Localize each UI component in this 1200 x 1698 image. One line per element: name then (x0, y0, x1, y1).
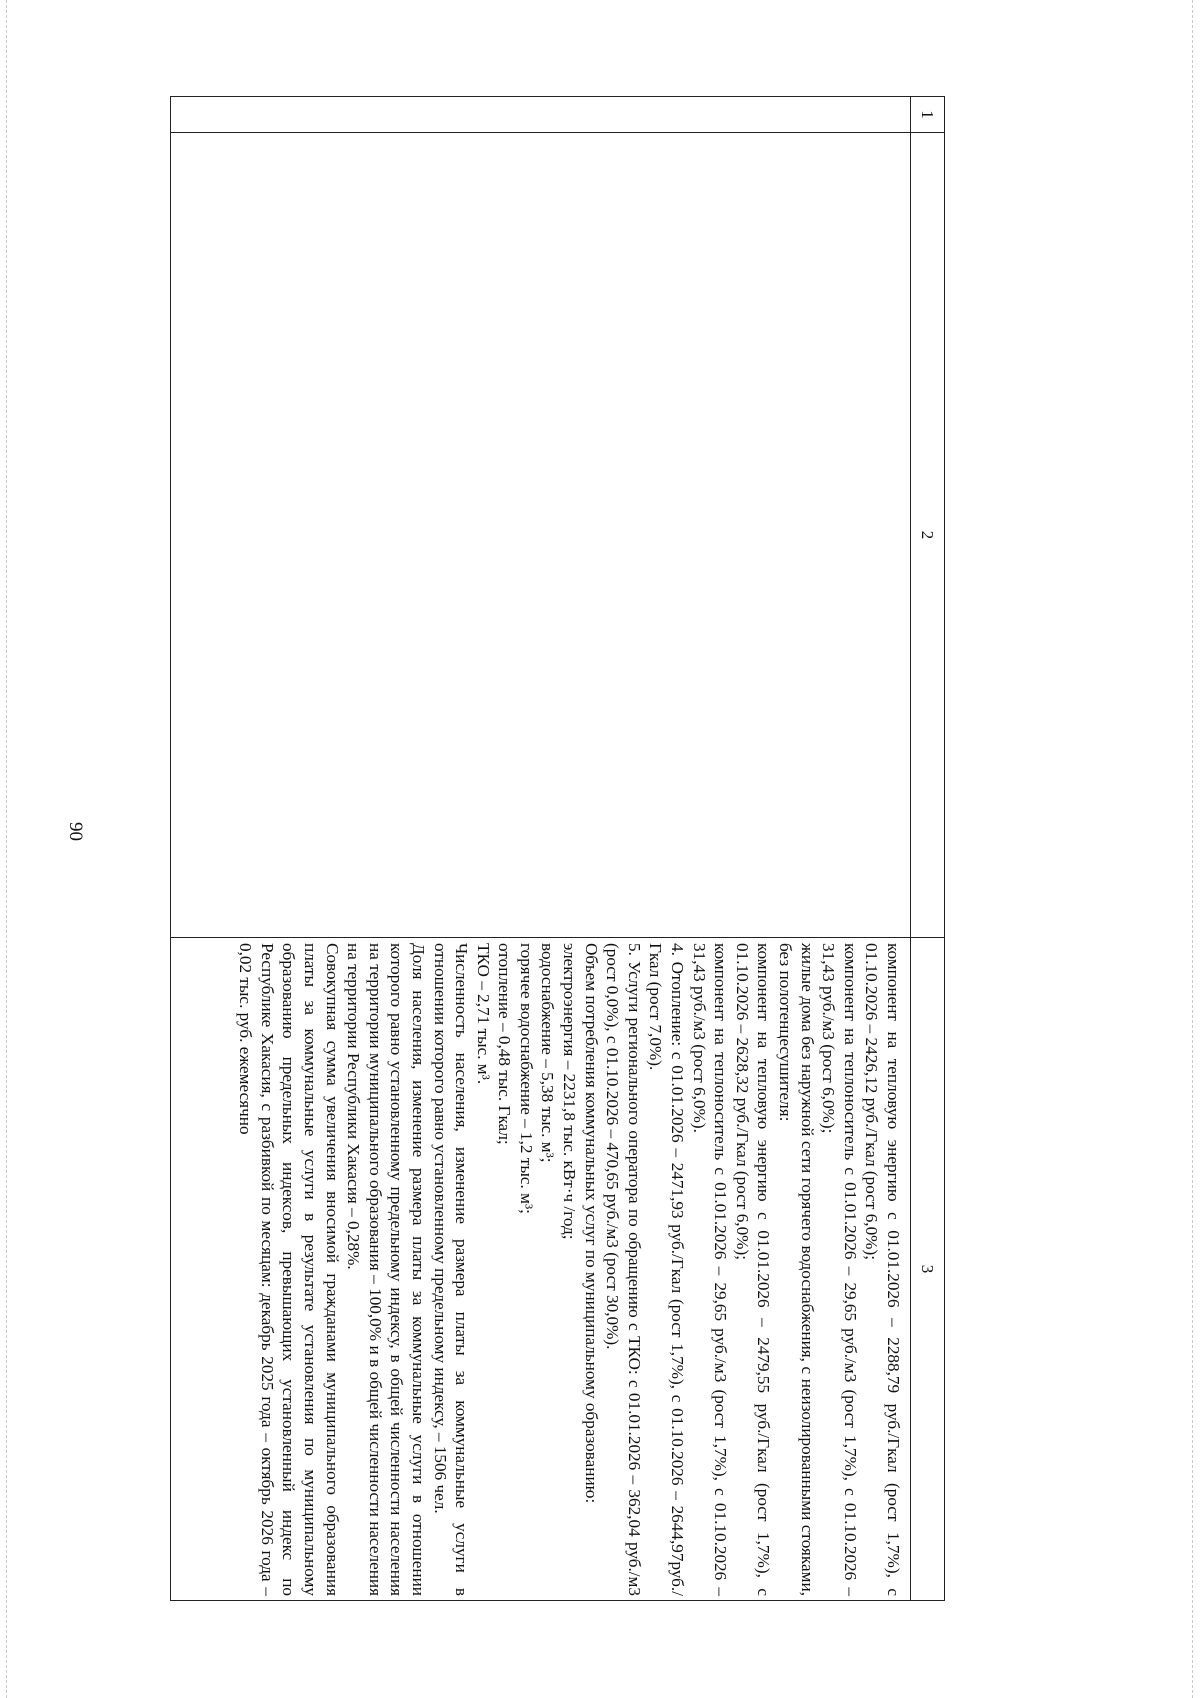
paragraph-population: Численность населения, изменение размера платы за коммунальные услуги в отношении которого равно установленному предельному индексу, – 1506 чел. (430, 943, 472, 1596)
paragraph-electricity: электроэнергия – 2231,8 тыс. кВт·ч /год; (560, 943, 580, 1240)
paragraph-houses-without-network: жилые дома без наружной сети горячего водоснабжения, с неизолированными стояками, без полотенцесушителя: (776, 943, 817, 1596)
cell-col3 (171, 938, 911, 1601)
table-header-row (911, 97, 945, 1601)
paragraph-total-increase: Совокупная сумма увеличения вносимой гражданами муниципального образования платы за коммунальные услуги в результате установления по муниципальному образованию предельных индексов, превышающих установленный индекс по Республике Хакасия, с разбивкой по месяцам: декабрь 2025 года – октябрь 2026 года – 0,02 тыс. руб. ежемесячно (236, 943, 342, 1596)
paragraph-waste-volume: ТКО – 2,71 тыс. м³. (473, 943, 493, 1085)
paragraph-consumption-heading: Объем потребления коммунальных услуг по муниципальному образованию: (581, 943, 601, 1504)
paragraph-heating-volume: отопление – 0,48 тыс. Гкал; (495, 943, 515, 1145)
paragraph-hot-water: горячее водоснабжение – 1,2 тыс. м³; (516, 943, 536, 1214)
paragraph-waste-operator: 5. Услуги регионального оператора по обращению с ТКО: с 01.01.2026 – 362,04 руб./м3 (рост 0,0%), с 01.10.2026 – 470,65 руб./м3 (рост 30,0%). (603, 943, 644, 1596)
paragraph-heat-component-1: компонент на тепловую энергию с 01.01.2026 – 2288,79 руб./Гкал (рост 1,7%), с 01.10.2026 – 2426,12 руб./Гкал (рост 6,0%); (862, 943, 903, 1596)
column-header-1: 1 (911, 97, 945, 133)
column-header-2: 2 (911, 133, 945, 938)
table-row (171, 97, 911, 1601)
column-header-3: 3 (911, 938, 945, 1601)
paragraph-heat-component-2: компонент на тепловую энергию с 01.01.2026 – 2479,55 руб./Гкал (рост 1,7%), с 01.10.2026 – 2628,32 руб./Гкал (рост 6,0%); (732, 943, 774, 1596)
page-number: 90 (65, 822, 86, 841)
cell-col2 (171, 133, 911, 938)
paragraph-water-supply: водоснабжение – 5,38 тыс. м³; (538, 943, 558, 1163)
paragraph-heating: 4. Отопление: с 01.01.2026 – 2471,93 руб./Гкал (рост 1,7%), с 01.10.2026 – 2644,97руб./Гкал (рост 7,0%). (646, 943, 688, 1596)
rotated-table-wrapper (170, 96, 945, 1600)
paragraph-coolant-component-1: компонент на теплоноситель с 01.01.2026 – 29,65 руб./м3 (рост 1,7%), с 01.10.2026 – 31,43 руб./м3 (рост 6,0%); (819, 943, 860, 1596)
cell-col1 (171, 97, 911, 133)
scan-edge-left (6, 0, 7, 1698)
paragraph-population-share: Доля населения, изменение размера платы за коммунальные услуги в отношении которого равно установленному предельному индексу, в общей численности населения на территории муниципального образования – 100,0% и в общей численности населения на территории Республики Хакасия – 0,28%. (344, 943, 428, 1596)
scan-edge-right (1192, 0, 1193, 1698)
document-table (170, 96, 945, 1601)
paragraph-coolant-component-2: компонент на теплоноситель с 01.01.2026 – 29,65 руб./м3 (рост 1,7%), с 01.10.2026 – 31,43 руб./м3 (рост 6,0%). (689, 943, 731, 1596)
